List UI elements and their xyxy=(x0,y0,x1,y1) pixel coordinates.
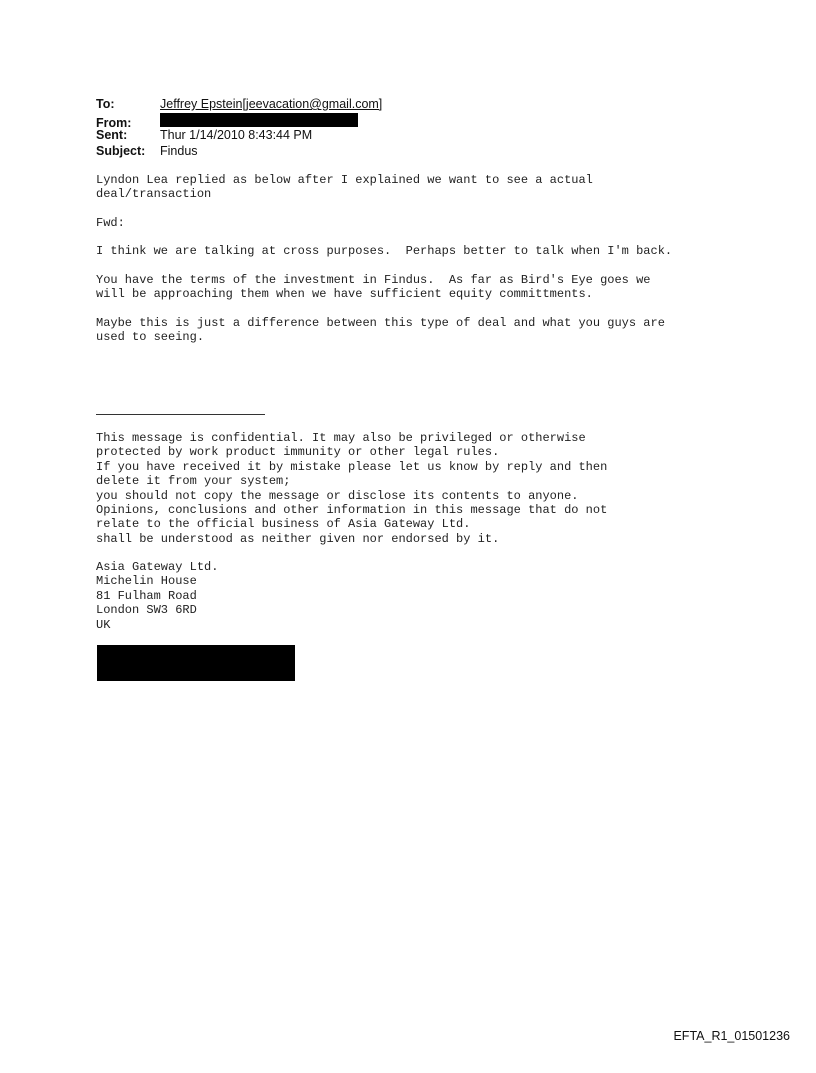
confidentiality-disclaimer: This message is confidential. It may also be privileged or otherwise protected by work product immunity or other legal rules. If you have received it by mistake please let us know by reply and then delete it from your system; you should not copy the message or disclose its contents to anyone. Opinions, conclusions and other information in this message that do not relate to the official business of Asia Gateway Ltd. shall be understood as neither given nor endorsed by it. xyxy=(96,431,608,546)
to-label: To: xyxy=(96,97,115,111)
email-header xyxy=(96,97,382,159)
company-address: Asia Gateway Ltd. Michelin House 81 Fulham Road London SW3 6RD UK xyxy=(96,560,219,632)
body-paragraph-1: I think we are talking at cross purposes. Perhaps better to talk when I'm back. xyxy=(96,244,673,258)
body-paragraph-2: You have the terms of the investment in Findus. As far as Bird's Eye goes we will be approaching them when we have sufficient equity committments. xyxy=(96,273,651,302)
sent-row xyxy=(96,128,382,144)
signature-redaction xyxy=(97,645,295,681)
sent-value: Thur 1/14/2010 8:43:44 PM xyxy=(160,128,313,142)
body-fwd: Fwd: xyxy=(96,216,125,230)
body-paragraph-3: Maybe this is just a difference between this type of deal and what you guys are used to seeing. xyxy=(96,316,665,345)
sent-label: Sent: xyxy=(96,128,128,142)
from-row xyxy=(96,113,382,129)
subject-value: Findus xyxy=(160,143,198,158)
from-label: From: xyxy=(96,115,132,130)
subject-label: Subject: xyxy=(96,143,146,158)
subject-row xyxy=(96,144,382,160)
to-row xyxy=(96,97,382,113)
to-value: Jeffrey Epstein[jeevacation@gmail.com] xyxy=(160,97,383,111)
signature-divider xyxy=(96,414,265,415)
body-intro: Lyndon Lea replied as below after I explained we want to see a actual deal/transaction xyxy=(96,173,593,202)
from-redaction xyxy=(160,113,358,127)
bates-number: EFTA_R1_01501236 xyxy=(673,1029,790,1043)
